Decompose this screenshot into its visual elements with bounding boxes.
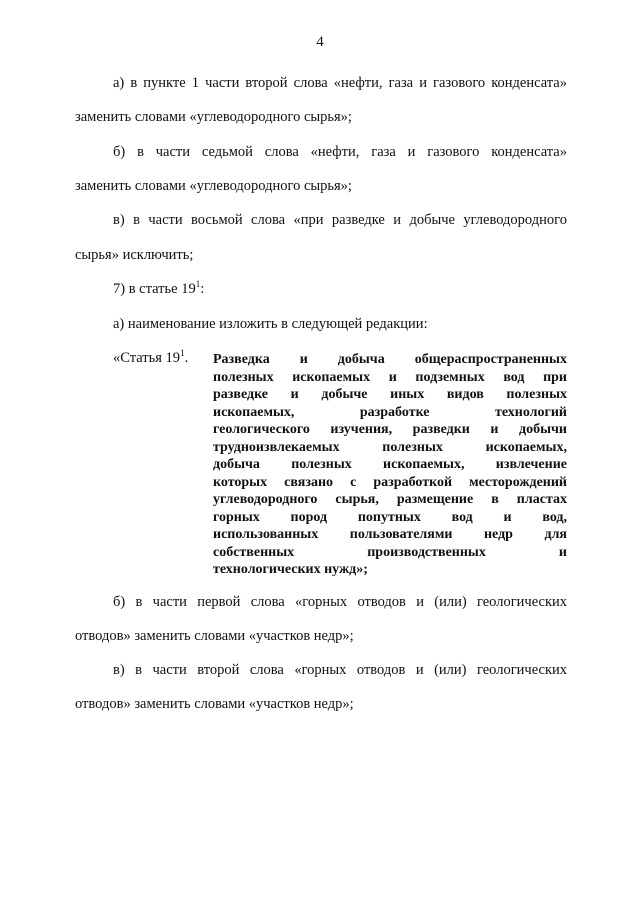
article-label [113, 349, 188, 367]
paragraph-b1-line2: заменить словами «углеводородного сырья»; [75, 178, 352, 194]
page-number: 4 [316, 34, 324, 50]
paragraph-c2-line1: в) в части второй слова «горных отводов и (или) геологических [113, 662, 567, 678]
paragraph-c2-line2: отводов» заменить словами «участков недр»; [75, 696, 354, 712]
article-title-line: добыча полезных ископаемых, извлечение [213, 457, 567, 472]
paragraph-c1-line1: в) в части восьмой слова «при разведке и добыче углеводородного [113, 212, 567, 228]
article-title-line: ископаемых, разработке технологий [213, 404, 567, 420]
article-title-line: горных пород попутных вод и вод, [213, 509, 567, 525]
paragraph-a1-line1: а) в пункте 1 части второй слова «нефти, газа и газового конденсата» [113, 75, 567, 91]
article-label-suffix: . [184, 350, 189, 366]
paragraph-c1-line2: сырья» исключить; [75, 247, 194, 263]
paragraph-a2: а) наименование изложить в следующей редакции: [113, 316, 428, 332]
paragraph-b2-line2: отводов» заменить словами «участков недр»; [75, 628, 354, 644]
paragraph-b2-line1: б) в части первой слова «горных отводов и (или) геологических [113, 594, 567, 610]
article-title-line: трудноизвлекаемых полезных ископаемых, [213, 439, 567, 455]
article-title-line: углеводородного сырья, размещение в пластах [213, 492, 567, 507]
paragraph-a1-line2: заменить словами «углеводородного сырья»; [75, 109, 352, 125]
paragraph-item7 [113, 280, 567, 298]
article-title-block [213, 351, 567, 579]
article-label-superscript: 1 [180, 348, 185, 359]
article-title-line: геологического изучения, разведки и добычи [213, 422, 567, 437]
item7-suffix: : [200, 281, 205, 297]
article-title-line: разведке и добыче иных видов полезных [213, 387, 567, 402]
paragraph-b1-line1: б) в части седьмой слова «нефти, газа и газового конденсата» [113, 144, 567, 160]
article-title-line: использованных пользователями недр для [213, 527, 567, 542]
article-title-line: собственных производственных и [213, 544, 567, 560]
item7-prefix: 7) в статье 19 [113, 281, 196, 297]
article-title-line: полезных ископаемых и подземных вод при [213, 369, 567, 385]
article-title-line: технологических нужд»; [213, 562, 368, 577]
article-title-line: Разведка и добыча общераспространенных [213, 352, 567, 367]
item7-superscript: 1 [195, 279, 201, 290]
article-label-prefix: «Статья 19 [113, 350, 181, 366]
article-title-line: которых связано с разработкой месторождений [213, 474, 567, 490]
